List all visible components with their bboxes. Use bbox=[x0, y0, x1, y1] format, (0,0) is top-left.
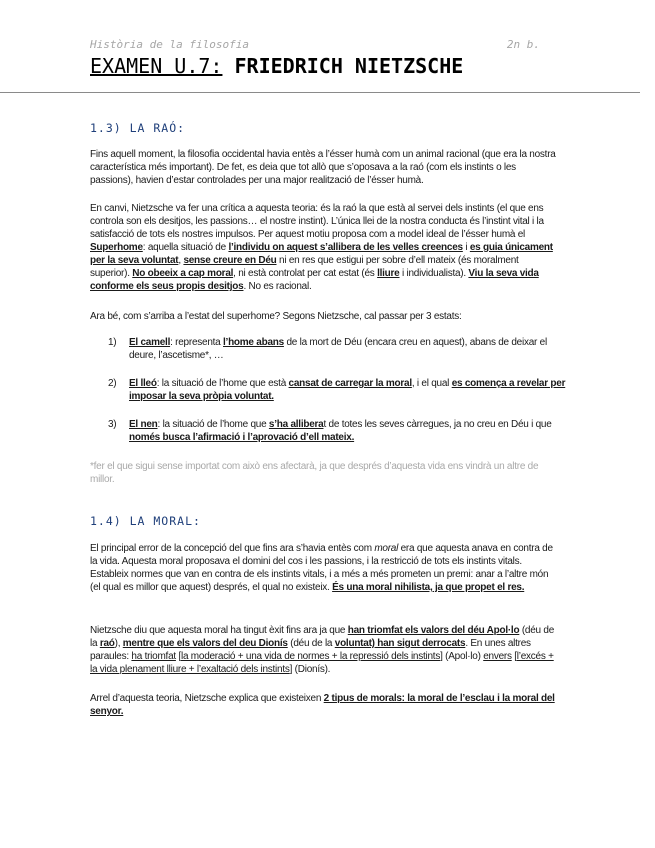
emphasis-run: l’individu on aquest s’allibera de les velles creences bbox=[228, 242, 463, 253]
underline-run: la moderació + una vida de normes + la repressió dels instints bbox=[180, 651, 441, 662]
text-run: El principal error de la concepció del que fins ara s’havia entès com bbox=[90, 543, 375, 554]
text-run: (déu de la bbox=[90, 625, 555, 649]
underline-run: envers bbox=[483, 651, 512, 662]
emphasis-run: mentre que els valors del deu Dionís bbox=[122, 638, 288, 649]
course-label: 2n b. bbox=[506, 38, 540, 51]
emphasis-run: han triomfat els valors del déu Apol·lo bbox=[347, 625, 520, 636]
text-run: , ni està controlat per cat estat (és bbox=[233, 268, 378, 279]
footnote: *fer el que sigui sense importat com això ens afectarà, ja que després d’aquesta vida ens vindrà un altre de millor. bbox=[90, 461, 539, 485]
paragraph-moral-2 bbox=[90, 624, 560, 676]
paragraph-rao-1: Fins aquell moment, la filosofia occidental havia entès a l’ésser humà com un animal racional (que era la nostra característica més important). De fet, es deia que tot allò que s’oposava a la raó (com els instints o les passions), havien d’estar controlades per una major realització de l’ésser humà. bbox=[90, 149, 556, 186]
text-run: : representa bbox=[170, 337, 224, 348]
header-divider bbox=[0, 92, 640, 93]
list-number: 1) bbox=[108, 337, 117, 348]
text-run: i individualista). bbox=[399, 268, 469, 279]
emphasis-run: només busca l’afirmació i l’aprovació d’ell mateix. bbox=[129, 432, 355, 443]
emphasis-run: voluntat) han sigut derrocats bbox=[334, 638, 466, 649]
text-run: [ bbox=[175, 651, 181, 662]
emphasis-run: raó bbox=[99, 638, 115, 649]
list-item bbox=[108, 418, 570, 444]
paragraph-moral-3 bbox=[90, 692, 560, 718]
title-exam: EXAMEN U.7: bbox=[90, 54, 223, 78]
underline-run: l’excés + la vida plenament lliure + l’exaltació dels instints bbox=[90, 651, 554, 675]
text-run: de la mort de Déu (encara creu en aquest), abans de deixar el deure, l’ascetisme*, … bbox=[129, 337, 547, 361]
text-run: i bbox=[462, 242, 470, 253]
underline-run: ha triomfat bbox=[131, 651, 176, 662]
emphasis-run: s’ha allibera bbox=[268, 419, 324, 430]
italic-run: moral bbox=[374, 543, 399, 554]
text-run: ] (Dionís). bbox=[289, 664, 331, 675]
emphasis-run: 2 tipus de morals: la moral de l’esclau i la moral del senyor. bbox=[90, 693, 555, 717]
text-run: [ bbox=[511, 651, 517, 662]
emphasis-run: es guia únicament per la seva voluntat bbox=[90, 242, 553, 266]
section-heading-rao: 1.3) LA RAÓ: bbox=[90, 121, 186, 135]
title-author: FRIEDRICH NIETZSCHE bbox=[222, 54, 464, 78]
text-run: : la situació de l’home que bbox=[157, 419, 269, 430]
emphasis-run: es comença a revelar per imposar la seva pròpia voluntat. bbox=[129, 378, 566, 402]
text-run: , i el qual bbox=[411, 378, 452, 389]
stage-name: El lleó bbox=[129, 378, 157, 389]
text-run: . En unes altres paraules: bbox=[90, 638, 531, 662]
list-number: 2) bbox=[108, 378, 117, 389]
emphasis-run: l’home abans bbox=[223, 337, 284, 348]
text-run: ), bbox=[114, 638, 123, 649]
text-run: : la situació de l’home que està bbox=[156, 378, 289, 389]
text-run: ] (Apol·lo) bbox=[440, 651, 484, 662]
text-run: Nietzsche diu que aquesta moral ha tingut èxit fins ara ja que bbox=[90, 625, 348, 636]
text-run: era que aquesta anava en contra de la vida. Aquesta moral proposava el domini del cos i les passions, i la restricció de tots els instints vitals. Estableix normes que van en contra de els instints vitals, i a més a més prometen un premi: anar a l’altre món (el qual es millor que aquest) després, el qual no existeix. bbox=[90, 543, 553, 593]
stage-name: El camell bbox=[129, 337, 171, 348]
paragraph-rao-2 bbox=[90, 202, 560, 293]
running-header bbox=[90, 38, 540, 54]
text-run: . No es racional. bbox=[243, 281, 312, 292]
text-run: En canvi, Nietzsche va fer una crítica a aquesta teoria: és la raó la que està al servei dels instints (el que ens controla son els desitjos, les passions… el nostre instint). L’única llei de la nostra conducta és l’instint vital i la satisfacció de tots els nostres impulsos. Per aquest motiu proposa com a model ideal de l’ésser humà el bbox=[90, 203, 544, 240]
emphasis-run: lliure bbox=[377, 268, 400, 279]
emphasis-run: sense creure en Déu bbox=[183, 255, 277, 266]
list-item-text bbox=[129, 377, 570, 403]
paragraph-rao-3: Ara bé, com s’arriba a l’estat del superhome? Segons Nietzsche, cal passar per 3 estats: bbox=[90, 311, 462, 322]
emphasis-run: És una moral nihilista, ja que propet el res. bbox=[332, 582, 525, 593]
text-run: Arrel d’aquesta teoria, Nietzsche explica que existeixen bbox=[90, 693, 324, 704]
list-number: 3) bbox=[108, 419, 117, 430]
paragraph-moral-1 bbox=[90, 542, 560, 594]
section-heading-moral: 1.4) LA MORAL: bbox=[90, 514, 201, 528]
list-item bbox=[108, 336, 570, 362]
list-item-text bbox=[129, 336, 570, 362]
term-superhome: Superhome bbox=[90, 242, 143, 253]
text-run: : aquella situació de bbox=[142, 242, 229, 253]
list-item bbox=[108, 377, 570, 403]
subject-label: Història de la filosofia bbox=[90, 38, 249, 51]
text-run: (déu de la bbox=[287, 638, 335, 649]
text-run: , bbox=[178, 255, 184, 266]
text-run: t de totes les seves càrregues, ja no creu en Déu i que bbox=[323, 419, 552, 430]
emphasis-run: Viu la seva vida conforme els seus propis desitjos bbox=[90, 268, 539, 292]
page-title bbox=[90, 53, 463, 79]
text-run: ni en res que estigui per sobre d’ell mateix (és moralment superior). bbox=[90, 255, 519, 279]
stage-name: El nen bbox=[129, 419, 158, 430]
emphasis-run: No obeeix a cap moral bbox=[132, 268, 234, 279]
emphasis-run: cansat de carregar la moral bbox=[288, 378, 412, 389]
list-item-text bbox=[129, 418, 570, 444]
